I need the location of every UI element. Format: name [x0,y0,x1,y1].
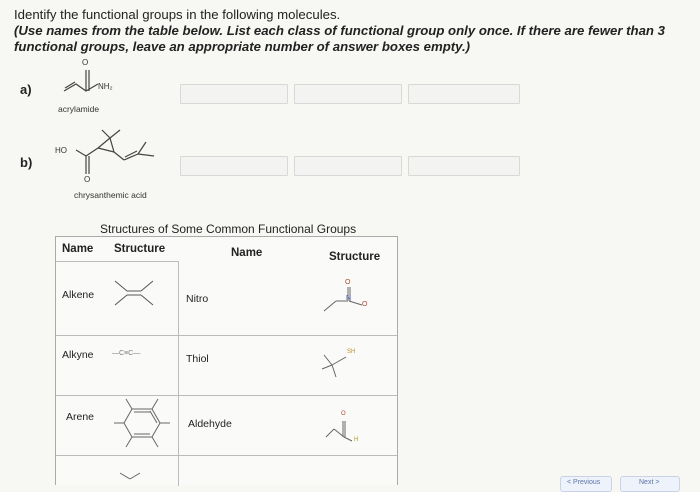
answer-b-2-input[interactable] [294,156,402,176]
question-header [14,7,684,55]
alkene-structure [111,277,161,311]
thiol-sh-label: SH [347,349,356,355]
aldehyde-hydrogen: H [354,437,359,443]
thiol-structure [318,347,368,381]
header-divider [56,261,178,262]
acrylamide-amine-label: NH₂ [98,82,113,91]
arene-label: Arene [66,411,95,423]
reference-table [55,236,398,485]
arene-structure [114,397,172,449]
row-divider-3 [56,455,397,456]
row-divider-2 [56,395,397,396]
next-row-structure [116,469,156,485]
question-prompt: Identify the functional groups in the following molecules. [14,7,341,22]
nitro-oxygen-top: O [345,279,351,286]
header-structure-left: Structure [114,243,166,255]
chrysanthemic-oxygen-label: O [84,175,91,184]
header-structure-right: Structure [329,251,381,263]
acrylamide-caption: acrylamide [58,104,100,114]
nitro-oxygen-right: O [362,301,368,308]
chrysanthemic-acid-structure [64,126,164,182]
alkyne-label: Alkyne [62,349,94,361]
part-a-label: a) [20,82,32,97]
chrysanthemic-hydroxyl-label: HO [55,146,67,155]
reference-table-title: Structures of Some Common Functional Groups [100,222,357,236]
alkene-label: Alkene [62,289,95,301]
answer-a-1-input[interactable] [180,84,288,104]
row-divider-1 [56,335,397,336]
answer-b-3-input[interactable] [408,156,520,176]
nitro-label: Nitro [186,293,209,305]
nitro-nitrogen: N [346,295,352,302]
aldehyde-oxygen: O [341,411,346,417]
part-b-label: b) [20,155,33,170]
answer-a-3-input[interactable] [408,84,520,104]
answer-b-1-input[interactable] [180,156,288,176]
header-name-right: Name [231,247,263,259]
header-name-left: Name [62,243,94,255]
alkyne-structure: —C≡C— [112,350,141,357]
chrysanthemic-acid-caption: chrysanthemic acid [74,190,147,200]
column-divider [178,261,179,486]
question-instructions: (Use names from the table below. List each class of functional group only once. If there are fewer than 3 functional groups, leave an appropriate number of answer boxes empty.) [14,23,665,54]
answer-a-2-input[interactable] [294,84,402,104]
next-button[interactable]: Next > [620,476,680,492]
aldehyde-label: Aldehyde [188,418,232,430]
thiol-label: Thiol [186,353,209,365]
acrylamide-structure [62,58,122,96]
acrylamide-oxygen-label: O [82,58,89,67]
previous-button[interactable]: < Previous [560,476,612,492]
